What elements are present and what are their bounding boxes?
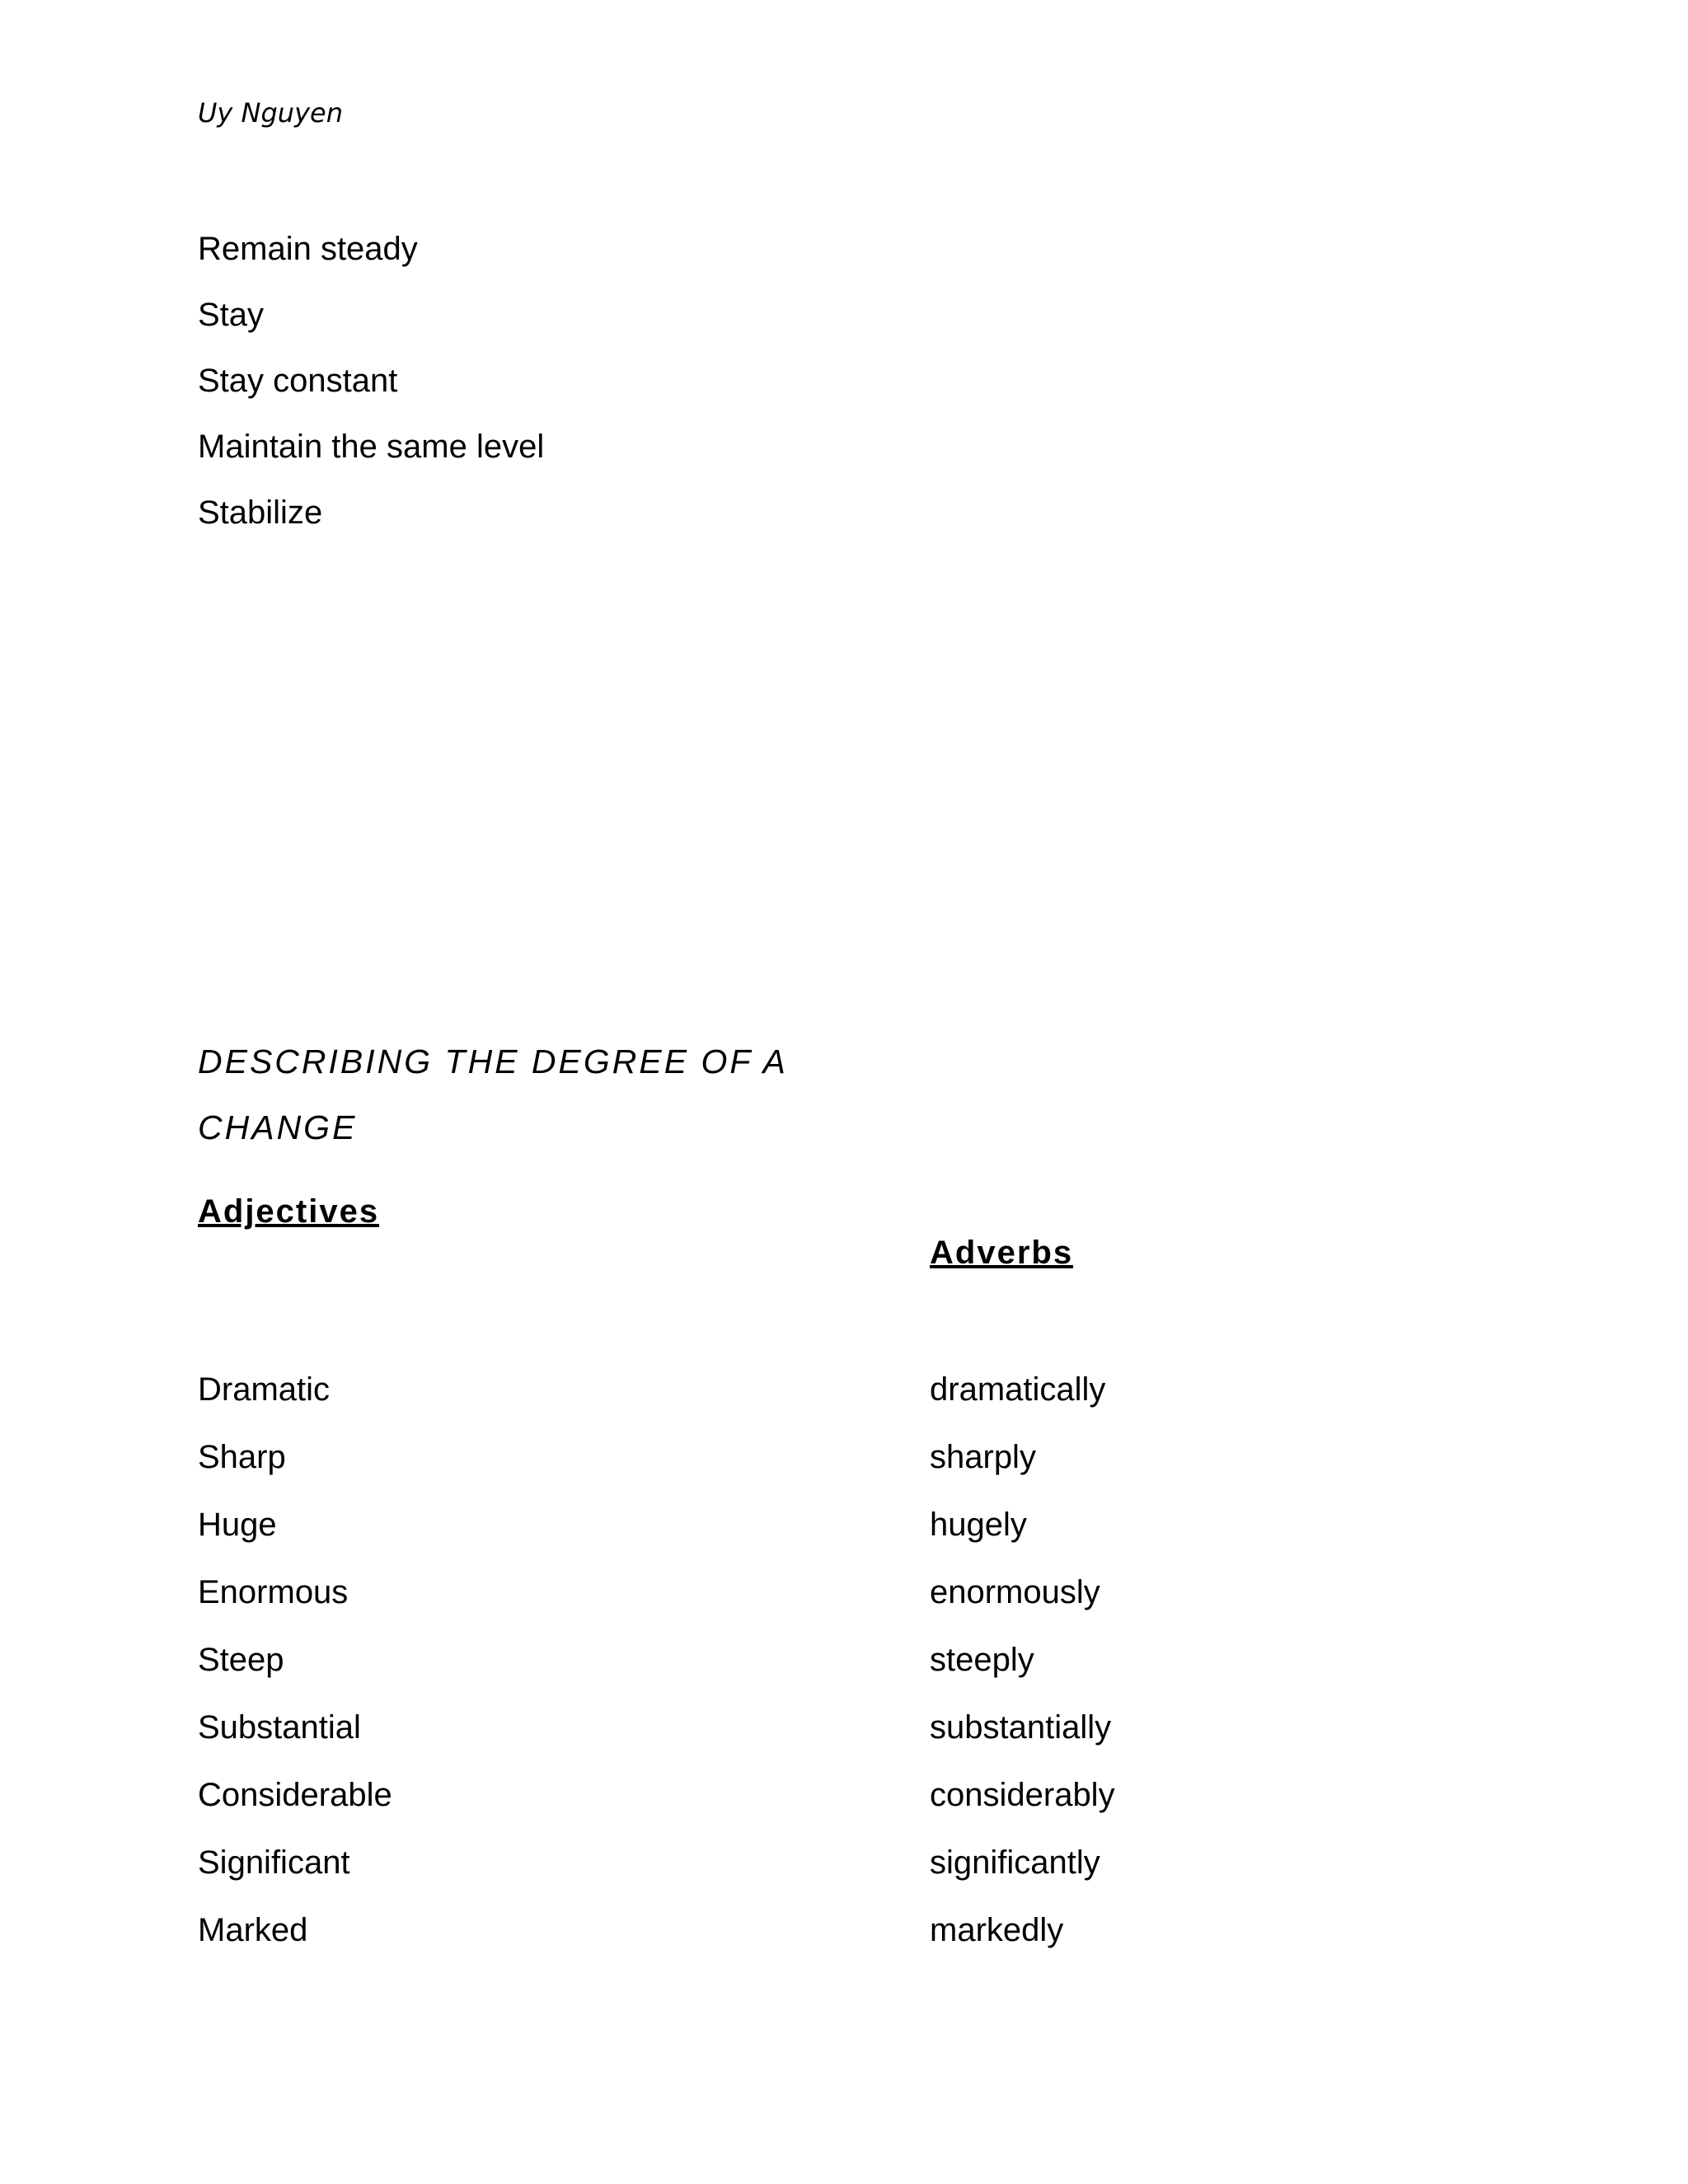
author-name: Uy Nguyen xyxy=(198,97,343,129)
section-heading xyxy=(198,1029,857,1160)
adverbs-list xyxy=(930,1356,1115,1964)
list-item: Considerable xyxy=(198,1777,392,1813)
list-item: sharply xyxy=(930,1439,1036,1475)
list-item: considerably xyxy=(930,1777,1115,1813)
section-heading-line-2: CHANGE xyxy=(198,1108,358,1146)
stability-terms-list xyxy=(198,216,544,546)
list-item: Marked xyxy=(198,1912,308,1948)
adverbs-heading: Adverbs xyxy=(930,1235,1074,1271)
list-item: Huge xyxy=(198,1507,277,1543)
section-heading-line-1: DESCRIBING THE DEGREE OF A xyxy=(198,1043,788,1080)
list-item: Stay xyxy=(198,297,265,333)
list-item: Substantial xyxy=(198,1709,361,1746)
list-item: dramatically xyxy=(930,1371,1106,1408)
list-item: enormously xyxy=(930,1574,1100,1610)
list-item: markedly xyxy=(930,1912,1064,1948)
list-item: Stay constant xyxy=(198,363,398,399)
list-item: Stabilize xyxy=(198,494,323,531)
list-item: significantly xyxy=(930,1844,1100,1881)
adjectives-heading: Adjectives xyxy=(198,1193,380,1230)
list-item: Maintain the same level xyxy=(198,429,545,465)
adjectives-list xyxy=(198,1356,392,1964)
list-item: Sharp xyxy=(198,1439,286,1475)
list-item: Significant xyxy=(198,1844,350,1881)
list-item: substantially xyxy=(930,1709,1112,1746)
list-item: Steep xyxy=(198,1642,284,1678)
list-item: Enormous xyxy=(198,1574,349,1610)
list-item: Remain steady xyxy=(198,231,418,267)
list-item: steeply xyxy=(930,1642,1034,1678)
list-item: hugely xyxy=(930,1507,1027,1543)
list-item: Dramatic xyxy=(198,1371,331,1408)
